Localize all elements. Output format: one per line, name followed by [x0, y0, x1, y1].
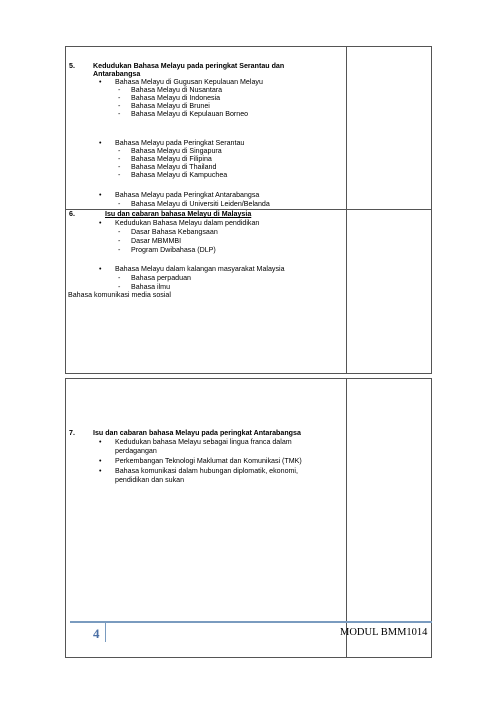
- row-heading: Kedudukan Bahasa Melayu pada peringkat Serantau dan: [93, 62, 285, 70]
- dash-icon: -: [118, 237, 121, 245]
- bullet-icon: •: [99, 78, 102, 86]
- list-item: Bahasa Melayu di Filipina: [131, 155, 212, 163]
- dash-icon: -: [118, 200, 121, 208]
- row-heading: Isu dan cabaran bahasa Melayu di Malaysia: [105, 210, 252, 218]
- list-item: Bahasa Melayu di Singapura: [131, 147, 222, 155]
- bullet-text-cont: perdagangan: [115, 447, 157, 455]
- bullet-icon: •: [99, 191, 102, 199]
- table-row-6: [65, 209, 432, 374]
- dash-icon: -: [118, 163, 121, 171]
- bullet-icon: •: [99, 457, 102, 465]
- bullet-text: Bahasa Melayu pada Peringkat Antarabangsa: [115, 191, 260, 199]
- dash-icon: -: [118, 94, 121, 102]
- list-item: Bahasa Melayu di Universiti Leiden/Belanda: [131, 200, 270, 208]
- dash-icon: -: [118, 274, 121, 282]
- list-item: Bahasa Melayu di Nusantara: [131, 86, 223, 94]
- bullet-text: Bahasa komunikasi dalam hubungan diplomatik, ekonomi,: [115, 467, 298, 475]
- extra-line: Bahasa komunikasi media sosial: [68, 291, 171, 299]
- list-item: Bahasa Melayu di Thailand: [131, 163, 217, 171]
- dash-icon: -: [118, 102, 121, 110]
- content-table: [65, 46, 432, 484]
- bullet-icon: •: [99, 139, 102, 147]
- list-item: Bahasa Melayu di Kampuchea: [131, 171, 228, 179]
- bullet-icon: •: [99, 219, 102, 227]
- column-divider: [346, 210, 347, 373]
- bullet-text: Kedudukan Bahasa Melayu dalam pendidikan: [115, 219, 260, 227]
- table-row-5: [65, 46, 432, 210]
- dash-icon: -: [118, 147, 121, 155]
- dash-icon: -: [118, 110, 121, 118]
- list-item: Dasar MBMMBI: [131, 237, 182, 245]
- row-number: 5.: [69, 62, 75, 70]
- row-heading-cont: Antarabangsa: [93, 70, 141, 78]
- page-number: 4: [93, 626, 100, 641]
- bullet-icon: •: [99, 467, 102, 475]
- list-item: Program Dwibahasa (DLP): [131, 246, 216, 254]
- bullet-text: Perkembangan Teknologi Maklumat dan Komunikasi (TMK): [115, 457, 302, 465]
- row-number: 6.: [69, 210, 75, 218]
- list-item: Dasar Bahasa Kebangsaan: [131, 228, 218, 236]
- column-divider: [346, 47, 347, 209]
- column-divider: [346, 379, 347, 657]
- bullet-text: Kedudukan bahasa Melayu sebagai lingua franca dalam: [115, 438, 292, 446]
- bullet-text: Bahasa Melayu pada Peringkat Serantau: [115, 139, 245, 147]
- list-item: Bahasa Melayu di Kepulauan Borneo: [131, 110, 249, 118]
- table-row-7: [65, 378, 432, 658]
- bullet-icon: •: [99, 438, 102, 446]
- dash-icon: -: [118, 171, 121, 179]
- footer-separator: [105, 623, 106, 642]
- list-item: Bahasa ilmu: [131, 283, 171, 291]
- row-heading: Isu dan cabaran bahasa Melayu pada peringkat Antarabangsa: [93, 429, 301, 437]
- dash-icon: -: [118, 283, 121, 291]
- list-item: Bahasa Melayu di Brunei: [131, 102, 210, 110]
- module-label: MODUL BMM1014: [340, 627, 428, 638]
- bullet-text: Bahasa Melayu dalam kalangan masyarakat Malaysia: [115, 265, 285, 273]
- bullet-text: Bahasa Melayu di Gugusan Kepulauan Melayu: [115, 78, 263, 86]
- dash-icon: -: [118, 246, 121, 254]
- bullet-icon: •: [99, 265, 102, 273]
- bullet-text-cont: pendidikan dan sukan: [115, 476, 185, 484]
- dash-icon: -: [118, 155, 121, 163]
- dash-icon: -: [118, 228, 121, 236]
- list-item: Bahasa Melayu di Indonesia: [131, 94, 221, 102]
- dash-icon: -: [118, 86, 121, 94]
- row-number: 7.: [69, 429, 75, 437]
- list-item: Bahasa perpaduan: [131, 274, 191, 282]
- footer-rule: [70, 621, 432, 623]
